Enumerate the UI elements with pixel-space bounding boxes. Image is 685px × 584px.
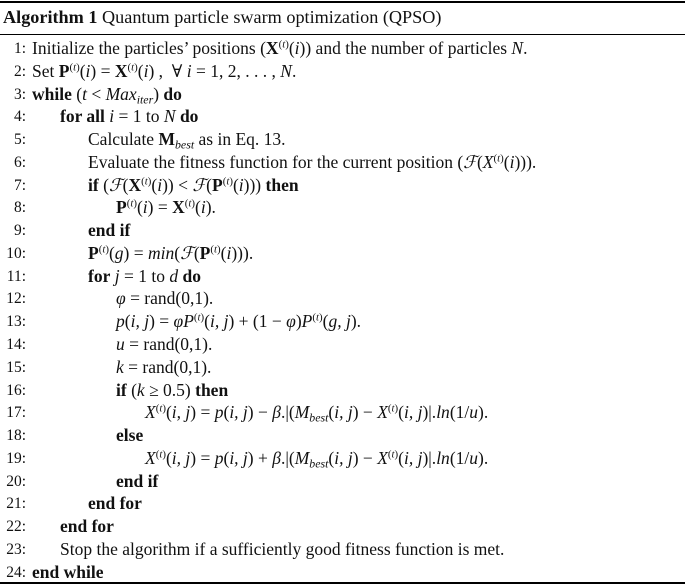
line-number: 24:	[6, 563, 26, 581]
line-number: 3:	[13, 85, 26, 103]
line-number: 17:	[6, 404, 26, 422]
line-text: Stop the algorithm if a sufficiently good fitness function is met.	[60, 538, 505, 559]
line-text: u = rand(0,1).	[116, 334, 213, 354]
line-text: $X^{(t)}(i$, j) = p(i, $j) - \beta.|(M_{best}(i$, $j) - X^{(t)}(i$, j)|.ln(1/u).	[145, 402, 489, 425]
line-text: end for	[60, 516, 114, 537]
line-text: if (k ≥ 0.5) then	[116, 379, 229, 400]
caption-title: Quantum particle swarm optimization (QPSO)	[102, 7, 442, 27]
line-text: end for	[88, 493, 142, 514]
line-text: Set $P^{(t)}(i) = X^{(t)}(i)$ , ∀ i = 1, 2, . . . , N.	[32, 60, 297, 81]
line-number: 12:	[6, 290, 26, 308]
line-text: Calculate $M_{best}$ as in Eq. 13.	[88, 129, 286, 152]
line-number: 16:	[6, 381, 26, 399]
line-text: Initialize the particles’ positions $(X^{(t)}(i))$ and the number of particles N.	[32, 38, 528, 58]
line-number: 2:	[13, 62, 26, 80]
line-text: for all i = 1 to N do	[60, 106, 199, 127]
line-number: 6:	[13, 153, 26, 171]
line-text: p(i, $j) = \varphi P^{(t)}(i$, $j) + (1 - \varphi)P^{(t)}(g$, j).	[116, 311, 362, 332]
line-text: $P^{(t)}(i) = X^{(t)}(i)$.	[116, 197, 216, 218]
line-number: 11:	[6, 267, 26, 285]
line-number: 13:	[6, 313, 26, 331]
line-number: 4:	[13, 108, 26, 126]
line-text: Evaluate the fitness function for the current position $(ℱ(X^{(t)}(i)))$.	[88, 151, 537, 173]
line-number: 15:	[6, 358, 26, 376]
line-text: $P^{(t)}(g)$ = $\min(ℱ(P^{(t)}(i)))$.	[88, 242, 254, 264]
line-text: while (t < Max$_{iter}$) do	[32, 83, 182, 107]
line-text: if ($ℱ(X^{(t)}(i))$ < $ℱ(P^{(t)}(i))$) then	[88, 174, 299, 196]
line-number: 19:	[6, 449, 26, 467]
line-number: 1:	[13, 40, 26, 57]
top-rule	[0, 1, 685, 3]
line-text: end while	[32, 561, 104, 582]
line-number: 23:	[6, 540, 26, 558]
line-text: end if	[116, 470, 159, 491]
line-text: φ = rand(0,1).	[116, 288, 214, 309]
line-text: for j = 1 to d do	[88, 265, 201, 286]
line-number: 22:	[6, 518, 26, 536]
caption-rule	[0, 34, 685, 35]
line-text: end if	[88, 220, 131, 241]
algorithm-caption	[3, 6, 441, 28]
line-text: k = rand(0,1).	[116, 356, 212, 377]
line-number: 20:	[6, 472, 26, 490]
line-number: 5:	[13, 131, 26, 149]
line-number: 8:	[13, 199, 26, 217]
line-number: 21:	[6, 495, 26, 513]
line-text: $X^{(t)}(i$, j) = p(i, $j) + \beta.|(M_{best}(i$, $j) - X^{(t)}(i$, j)|.ln(1/u).	[145, 447, 489, 471]
line-number: 18:	[6, 427, 26, 445]
line-number: 14:	[6, 336, 26, 353]
line-text: else	[116, 425, 144, 446]
line-number: 9:	[13, 222, 26, 240]
line-number: 7:	[13, 176, 26, 194]
caption-label: Algorithm 1	[3, 7, 98, 27]
line-number: 10:	[6, 244, 26, 262]
